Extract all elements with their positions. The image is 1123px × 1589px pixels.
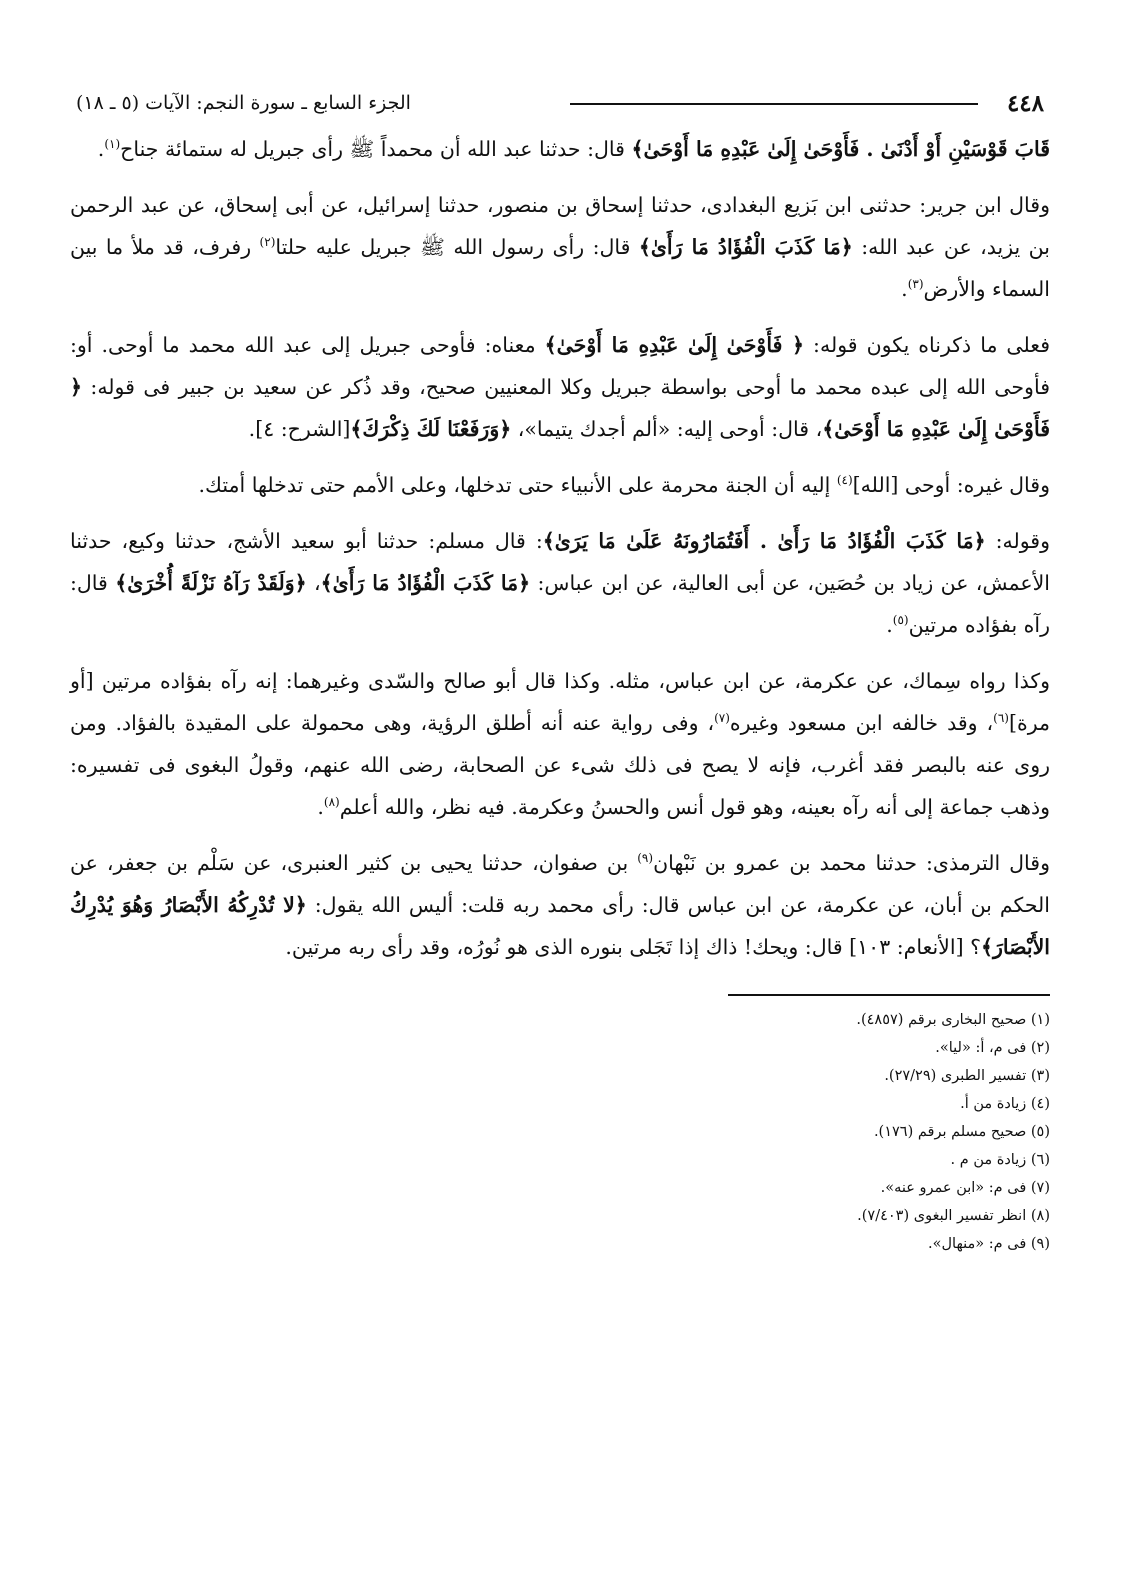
text-segment: ، وفى رواية عنه أنه أطلق الرؤية، وهى محمولة على المقيدة بالفؤاد. ومن روى عنه بالبصر فقد أغرب، فإنه لا يصح فى ذلك شىء عن الصحابة، رضى الله عنهم، وقولُ البغوى فى تفسيره: وذهب جماعة إلى أنه رآه بعينه، وهو قول أنس والحسنُ وعكرمة. فيه نظر، والله أعلم [70, 711, 1050, 819]
body-text [70, 128, 1050, 968]
footnote-marker: (٨) [323, 795, 340, 810]
text-segment: ، [306, 571, 321, 595]
paragraph [70, 842, 1050, 968]
paragraph [70, 184, 1050, 310]
footnote: (٨) انظر تفسير البغوى (٧/٤٠٣). [857, 1207, 1050, 1224]
text-segment: وقال الترمذى: حدثنا محمد بن عمرو بن نَبْهان [653, 851, 1050, 875]
footnote: (٧) فى م: «ابن عمرو عنه». [880, 1179, 1050, 1196]
text-segment: معناه: فأوحى جبريل إلى عبد الله محمد ما أوحى. أو: فأوحى الله إلى عبده محمد ما أوحى بواسطة جبريل وكلا المعنيين صحيح، وقد ذُكر عن سعيد بن جبير فى قوله: [70, 333, 1050, 399]
paragraph [70, 660, 1050, 828]
text-segment: فعلى ما ذكرناه يكون قوله: [804, 333, 1050, 357]
footnote-marker: (٧) [714, 711, 730, 726]
text-segment: ، قال: أوحى إليه: «ألم أجدك يتيما»، [511, 417, 823, 441]
footnote-marker: (١) [104, 137, 121, 152]
footnote-marker: (٩) [637, 851, 654, 866]
text-segment: رفرف، قد ملأ ما بين السماء والأرض [70, 235, 1050, 301]
footnote-marker: (٣) [907, 277, 924, 292]
paragraph [70, 128, 1050, 170]
text-segment: قال: رآه بفؤاده مرتين [70, 571, 1050, 637]
text-segment: قال: حدثنا عبد الله أن محمداً ﷺ رأى جبريل له ستمائة جناح [120, 137, 632, 161]
quran-quote: ﴿وَرَفَعْنَا لَكَ ذِكْرَكَ﴾ [350, 417, 512, 441]
footnote: (١) صحيح البخارى برقم (٤٨٥٧). [856, 1011, 1050, 1028]
quran-quote: ﴿ فَأَوْحَىٰ إِلَىٰ عَبْدِهِ مَا أَوْحَىٰ﴾ [70, 375, 1050, 441]
book-page [70, 88, 1050, 1258]
text-segment: وقوله: [985, 529, 1051, 553]
paragraph [70, 520, 1050, 646]
footnote: (٥) صحيح مسلم برقم (١٧٦). [873, 1123, 1050, 1140]
paragraph [70, 464, 1050, 506]
text-segment: وقال ابن جرير: حدثنى ابن بَزيع البغدادى، حدثنا إسحاق بن منصور، حدثنا إسرائيل، عن أبى إسحاق، عن عبد الرحمن بن يزيد، عن عبد الله: [70, 193, 1050, 259]
quran-quote: ﴿مَا كَذَبَ الْفُؤَادُ مَا رَأَىٰ . أَفَتُمَارُونَهُ عَلَىٰ مَا يَرَىٰ﴾ [542, 529, 986, 553]
quran-quote: قَابَ قَوْسَيْنِ أَوْ أَدْنَىٰ . فَأَوْحَىٰ إِلَىٰ عَبْدِهِ مَا أَوْحَىٰ﴾ [631, 137, 1050, 161]
text-segment: [الشرح: ٤]. [248, 417, 351, 441]
footnote: (٦) زيادة من م . [950, 1151, 1050, 1168]
text-segment: . [901, 277, 908, 301]
footnote: (٣) تفسير الطبرى (٢٧/٢٩). [884, 1067, 1050, 1084]
footnote-marker: (٢) [259, 235, 276, 250]
page-number: ٤٤٨ [1006, 90, 1044, 117]
quran-quote: ﴿مَا كَذَبَ الْفُؤَادُ مَا رَأَىٰ﴾ [320, 571, 531, 595]
text-segment: . [97, 137, 105, 161]
quran-quote: ﴿لا تُدْرِكُهُ الأَبْصَارُ وَهُوَ يُدْرِكُ الأَبْصَارَ﴾ [70, 893, 1050, 959]
footnote-rule [728, 994, 1050, 996]
page-header [70, 88, 1050, 128]
footnote: (٢) فى م، أ: «ليا». [935, 1039, 1050, 1056]
text-segment: قال: رأى رسول الله ﷺ جبريل عليه حلتا [275, 235, 639, 259]
footnote: (٤) زيادة من أ. [960, 1095, 1050, 1112]
footnote-marker: (٦) [993, 711, 1009, 726]
quran-quote: ﴿مَا كَذَبَ الْفُؤَادُ مَا رَأَىٰ﴾ [638, 235, 853, 259]
text-segment: ؟ [الأنعام: ١٠٣] قال: ويحك! ذاك إذا تَجَلى بنوره الذى هو نُورُه، وقد رأى ربه مرتين. [285, 935, 981, 959]
text-segment: . [886, 613, 893, 637]
text-segment: بن صفوان، حدثنا يحيى بن كثير العنبرى، عن سَلْم بن جعفر، عن الحكم بن أبان، عن عكرمة، عن ابن عباس قال: رأى محمد ربه قلت: أليس الله يقول: [70, 851, 1050, 917]
running-head: الجزء السابع ـ سورة النجم: الآيات (٥ ـ ١٨) [76, 92, 411, 114]
paragraph [70, 324, 1050, 450]
footnote-marker: (٥) [892, 613, 909, 628]
text-segment: . [317, 795, 324, 819]
text-segment: : قال مسلم: حدثنا أبو سعيد الأشج، حدثنا وكيع، حدثنا الأعمش، عن زياد بن حُصَين، عن أبى العالية، عن ابن عباس: [70, 529, 1050, 595]
header-rule [570, 103, 978, 105]
quran-quote: ﴿ فَأَوْحَىٰ إِلَىٰ عَبْدِهِ مَا أَوْحَىٰ﴾ [544, 333, 805, 357]
footnote-marker: (٤) [836, 473, 853, 488]
text-segment: إليه أن الجنة محرمة على الأنبياء حتى تدخلها، وعلى الأمم حتى تدخلها أمتك. [198, 473, 837, 497]
text-segment: وقال غيره: أوحى [الله] [852, 473, 1050, 497]
quran-quote: ﴿وَلَقَدْ رَآهُ نَزْلَةً أُخْرَىٰ﴾ [115, 571, 307, 595]
footnotes [70, 1006, 1050, 1258]
footnote: (٩) فى م: «منهال». [928, 1235, 1050, 1252]
text-segment: وكذا رواه سِماك، عن عكرمة، عن ابن عباس، مثله. وكذا قال أبو صالح والسّدى وغيرهما: إنه رآه بفؤاده مرتين [أو مرة] [70, 669, 1050, 735]
text-segment: ، وقد خالفه ابن مسعود وغيره [729, 711, 994, 735]
